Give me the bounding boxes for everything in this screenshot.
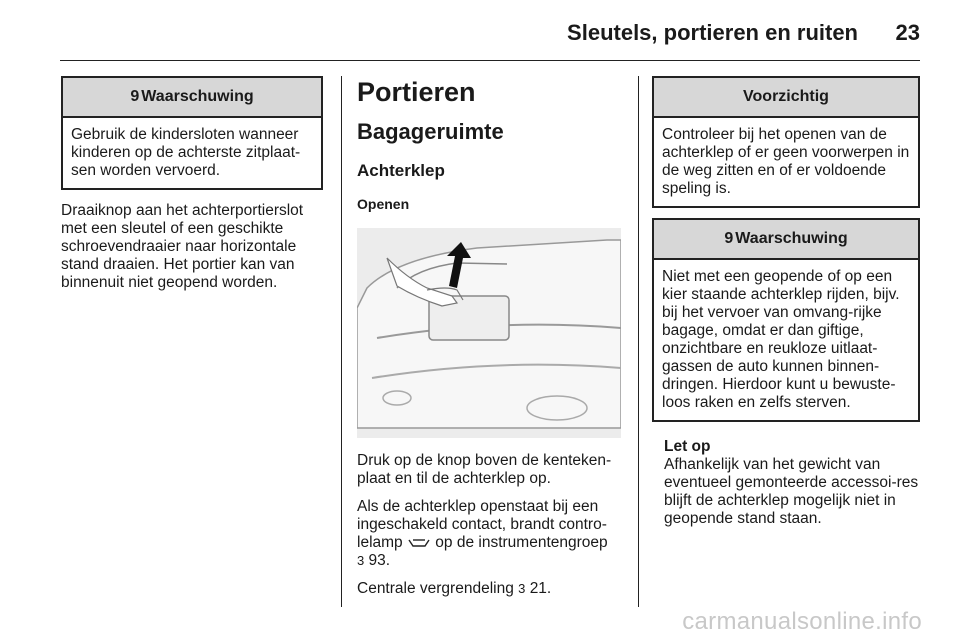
tailgate-illustration (357, 228, 621, 438)
procedure-heading: Openen (357, 196, 410, 212)
caution-box (652, 76, 920, 208)
warning-header-2 (654, 220, 918, 260)
warning-icon: 9 (130, 88, 140, 105)
column-divider-1 (341, 76, 342, 607)
column-1 (61, 76, 323, 292)
topic-heading: Achterklep (357, 161, 445, 180)
xref-page-93[interactable]: 93. (368, 552, 391, 569)
warning-icon: 9 (724, 230, 734, 247)
xref-page-21[interactable]: 21. (529, 580, 552, 597)
warning-box-2 (652, 218, 920, 422)
tailgate-lamp-icon (407, 534, 435, 551)
warning-title: Waarschuwing (141, 88, 254, 105)
central-locking-text: Centrale vergrendeling (357, 580, 514, 597)
open-instruction: Druk op de knop boven de kenteken-plaat en til de achterklep op. (357, 452, 612, 487)
page-number: 23 (895, 20, 920, 45)
indicator-text-2: op de instrumentengroep (435, 534, 608, 551)
xref-arrow-icon: 3 (357, 553, 365, 568)
watermark: carmanualsonline.info (682, 608, 922, 635)
note-block (652, 438, 920, 528)
caution-header (654, 78, 918, 118)
warning-text: Gebruik de kindersloten wanneer kinderen op de achterste zitplaat-sen worden vervoerd. (71, 126, 301, 179)
header-rule (60, 60, 920, 61)
chapter-title: Sleutels, portieren en ruiten (567, 20, 858, 45)
central-locking-paragraph (357, 580, 625, 598)
column-divider-2 (638, 76, 639, 607)
section-heading: Portieren (357, 77, 476, 107)
tailgate-drawing (357, 228, 621, 438)
column-2 (357, 76, 625, 598)
warning-text-2: Niet met een geopende of op een kier staande achterklep rijden, bijv. bij het vervoer van omvang-rijke bagage, omdat er dan giftige, onzichtbare en reukloze uitlaat-gassen de auto kunnen binnen-dringen. Hierdoor kunt u bewuste-loos raken en zelfs sterven. (662, 268, 900, 411)
column-3 (652, 76, 920, 528)
warning-box (61, 76, 323, 190)
warning-header (63, 78, 321, 118)
tailgate-lamp-symbol (407, 537, 431, 549)
indicator-text-1: Als de achterklep openstaat bij een ingeschakeld contact, brandt contro-lelamp (357, 498, 607, 551)
caution-title: Voorzichtig (743, 88, 829, 105)
note-title: Let op (664, 438, 711, 455)
subsection-heading: Bagageruimte (357, 119, 504, 144)
child-lock-paragraph: Draaiknop aan het achterportierslot met een sleutel of een geschikte schroevendraaier naar horizontale stand draaien. Het portier kan van binnenuit niet geopend worden. (61, 202, 304, 291)
page-header (0, 0, 960, 62)
indicator-paragraph (357, 498, 625, 570)
note-text: Afhankelijk van het gewicht van eventueel gemonteerde accessoi-res blijft de achterklep mogelijk niet in geopende stand staan. (664, 456, 919, 527)
warning-title-2: Waarschuwing (735, 230, 848, 247)
xref-arrow-icon: 3 (518, 581, 526, 596)
caution-text: Controleer bij het openen van de achterklep of er geen voorwerpen in de weg zitten en of er voldoende speling is. (662, 126, 910, 197)
